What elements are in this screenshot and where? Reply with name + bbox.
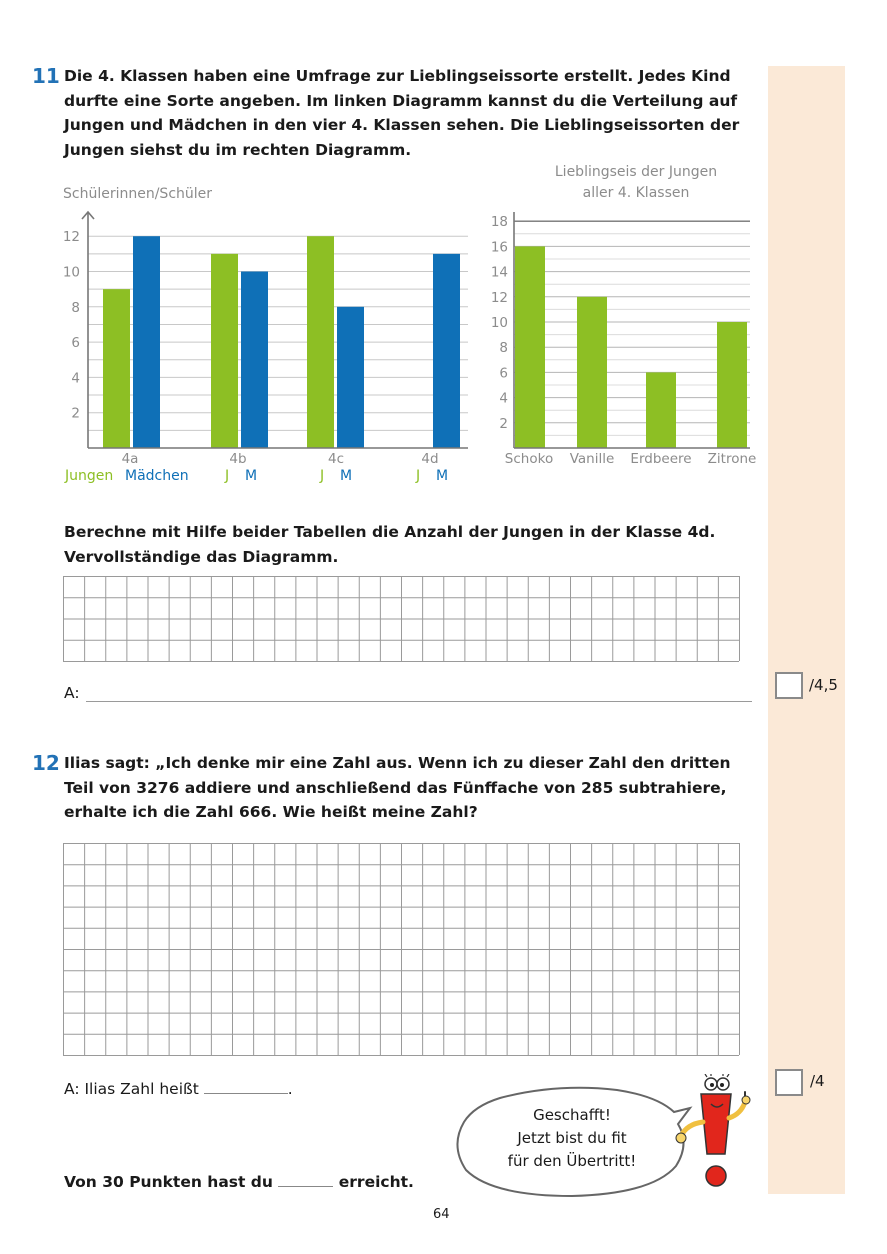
y-tick-label: 2 [499,415,508,432]
score-box-12[interactable] [775,1069,803,1096]
left-chart-categories [122,451,439,467]
y-tick-label: 18 [490,214,508,231]
score-box-11[interactable] [775,672,803,699]
category-label: Erdbeere [630,451,692,467]
left-chart-title: Schülerinnen/Schüler [63,186,213,202]
task-12-line: Ilias sagt: „Ich denke mir eine Zahl aus. Wenn ich zu dieser Zahl den dritten [64,754,731,772]
right-chart-title [536,162,736,204]
task-number-12: 12 [32,751,60,775]
answer-label-11: A: [64,684,80,702]
jungen-bar-4a [103,289,130,448]
y-tick-label: 12 [62,229,80,246]
legend-label: M [245,468,258,484]
y-tick-label: 10 [490,315,508,331]
legend-label: M [436,468,449,484]
right-chart-grid [514,221,750,435]
left-chart-y-ticks [63,229,80,422]
legend-label: Jungen [65,468,114,484]
right-chart-axes [514,212,750,448]
category-label: 4d [421,451,439,467]
left-bar-chart [40,200,480,490]
y-tick-label: 2 [71,405,80,422]
task-11-instruction [64,520,715,569]
right-chart-title-line: aller 4. Klassen [582,185,690,201]
page-number: 64 [433,1207,450,1222]
legend-label: Mädchen [125,468,189,484]
task-11-line: Die 4. Klassen haben eine Umfrage zur Lieblingseissorte erstellt. Jedes Kind [64,67,731,85]
y-tick-label: 14 [490,264,508,281]
y-tick-label: 4 [499,390,508,407]
instruction-line: Vervollständige das Diagramm. [64,547,339,566]
bar-Erdbeere [646,372,676,448]
task-12-line: erhalte ich die Zahl 666. Wie heißt meine Zahl? [64,803,478,821]
task-11-line: Jungen siehst du im rechten Diagramm. [64,140,412,159]
category-label: Schoko [504,451,554,467]
y-tick-label: 8 [499,340,508,357]
legend-label: J [416,468,421,484]
bar-Vanille [577,297,607,448]
category-label: 4a [121,451,139,467]
bubble-line: für den Übertritt! [507,1152,637,1170]
answer-prefix: A: Ilias Zahl heißt [64,1080,199,1098]
legend-label: J [225,468,230,484]
y-tick-label: 6 [499,365,508,382]
bar-Schoko [515,246,545,448]
jungen-bar-4b [211,254,238,448]
left-chart-legend [64,468,448,484]
task-11-line: durfte eine Sorte angeben. Im linken Diagramm kannst du die Verteilung auf [64,91,738,110]
right-chart-categories [505,451,757,467]
points-before: Von 30 Punkten hast du [64,1173,273,1191]
right-chart-title-line: Lieblingseis der Jungen [554,164,718,180]
y-tick-label: 16 [490,239,508,256]
category-label: 4b [229,451,247,467]
y-tick-label: 8 [71,299,80,316]
maedchen-bar-4c [337,307,364,448]
y-tick-label: 6 [71,335,80,352]
y-tick-label: 4 [71,370,80,387]
points-after: erreicht. [338,1173,414,1191]
score-label-11: /4,5 [809,676,838,694]
y-tick-label: 12 [490,289,508,306]
y-tick-label: 10 [62,264,80,281]
task-11-line: Jungen und Mädchen in den vier 4. Klassen sehen. Die Lieblingseissorten der [64,116,740,134]
score-sidebar [768,66,845,1194]
answer-text-12 [64,1079,293,1098]
task-11-text [64,64,739,162]
legend-label: M [340,468,353,484]
calculation-grid-11[interactable] [63,576,741,663]
answer-blank-12[interactable] [204,1079,288,1094]
jungen-bar-4c [307,236,334,448]
bar-Zitrone [717,322,747,448]
category-label: Zitrone [707,451,757,467]
maedchen-bar-4d [433,254,460,448]
category-label: Vanille [569,451,615,467]
legend-label: J [320,468,325,484]
instruction-line: Berechne mit Hilfe beider Tabellen die Anzahl der Jungen in der Klasse 4d. [64,523,716,541]
speech-bubble-text [472,1104,672,1173]
right-bar-chart [480,200,770,475]
task-number-11: 11 [32,64,60,88]
category-label: 4c [327,451,345,467]
task-12-line: Teil von 3276 addiere und anschließend das Fünffache von 285 subtrahiere, [64,778,727,797]
right-chart-y-ticks [491,214,508,432]
total-points-text [64,1172,414,1191]
maedchen-bar-4a [133,236,160,448]
task-12-text [64,751,731,825]
bubble-line: Geschafft! [533,1106,611,1124]
answer-end: . [287,1080,293,1098]
maedchen-bar-4b [241,272,268,449]
score-label-12: /4 [810,1072,825,1090]
points-blank[interactable] [278,1172,333,1187]
answer-line-11[interactable] [86,701,752,702]
exclamation-mascot-icon [675,1074,765,1194]
calculation-grid-12[interactable] [63,843,741,1057]
bubble-line: Jetzt bist du fit [517,1129,627,1147]
